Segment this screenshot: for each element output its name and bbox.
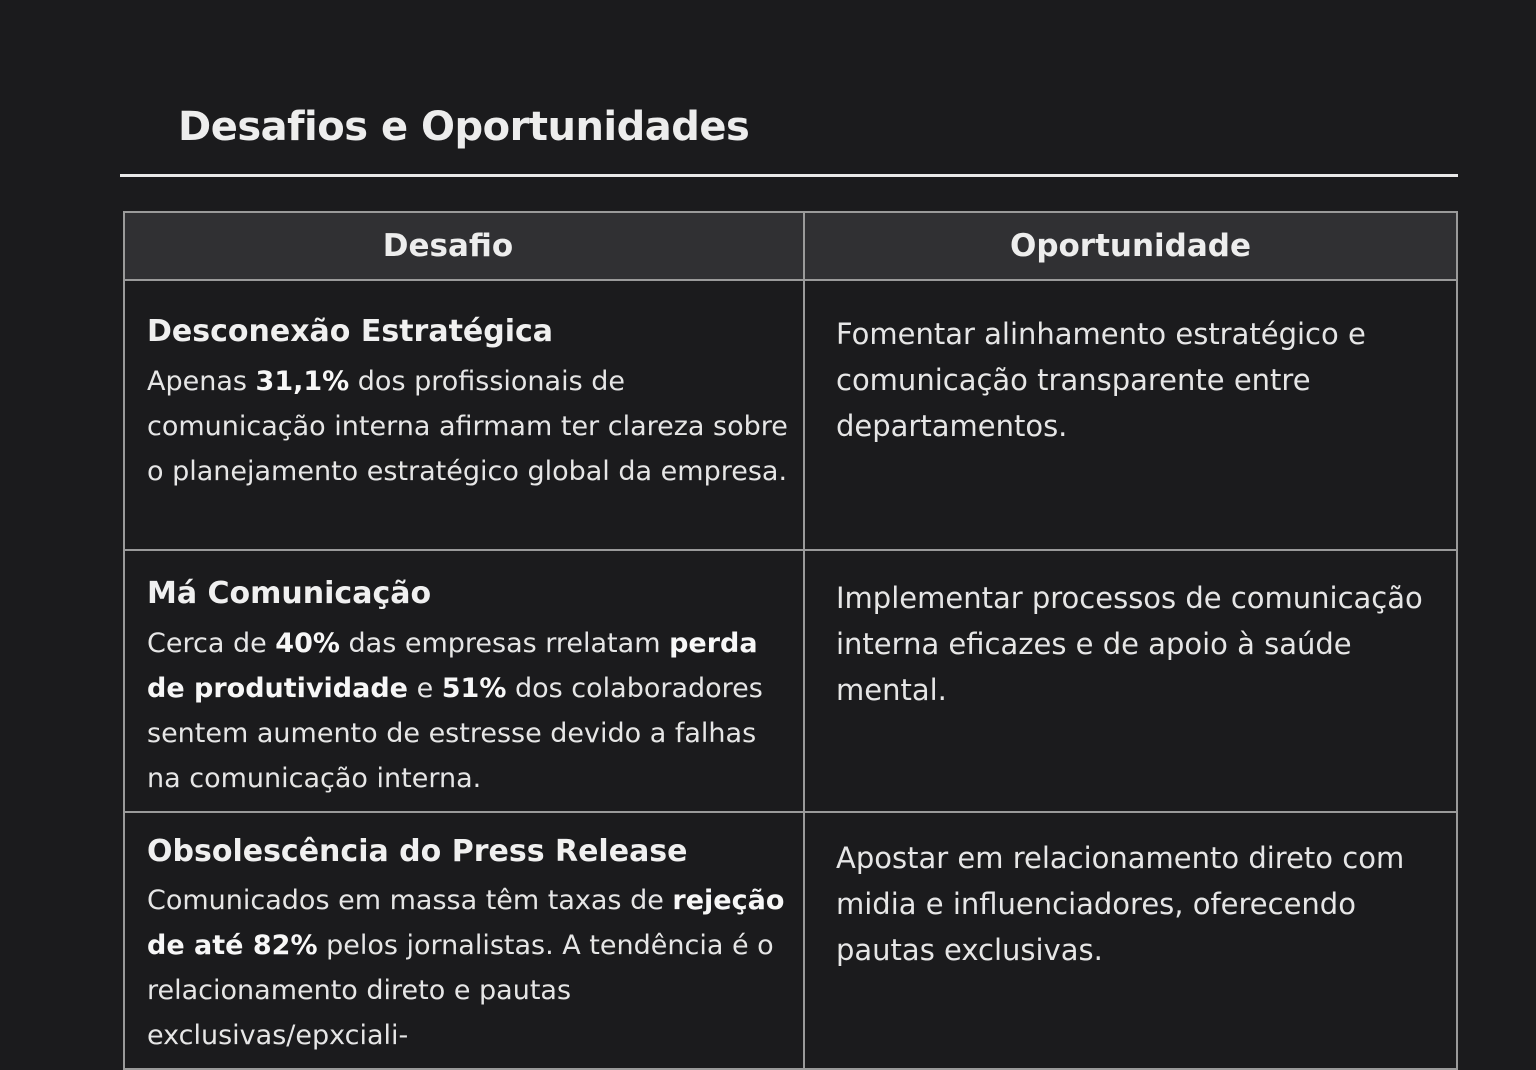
- text-run: Cerca de: [147, 627, 276, 659]
- text-run: dos colaboradores sentem aumento de estresse devido a falhas na comunicação interna.: [147, 672, 763, 794]
- highlighted-text: perda de produtividade: [147, 627, 758, 704]
- opportunity-description: Fomentar alinhamento estratégico e comunicação transparente entre departamentos.: [836, 317, 1366, 443]
- challenge-title: Obsolescência do Press Release: [147, 833, 688, 869]
- text-run: Apenas: [147, 365, 256, 397]
- text-run: Comunicados em massa têm taxas de: [147, 885, 673, 916]
- challenge-description: [147, 878, 789, 1058]
- highlighted-text: 31,1%: [255, 365, 350, 397]
- opportunity-cell: [804, 550, 1457, 812]
- challenge-cell: [124, 550, 804, 812]
- title-divider: [120, 174, 1458, 177]
- opportunity-description: Implementar processos de comunicação interna eficazes e de apoio à saúde mental.: [836, 581, 1423, 707]
- opportunity-cell: [804, 280, 1457, 550]
- text-run: das empresas rrelatam: [339, 627, 670, 659]
- column-header-challenge: Desafio: [124, 212, 804, 280]
- challenge-title: Desconexão Estratégica: [147, 314, 554, 349]
- column-header-opportunity: Oportunidade: [804, 212, 1457, 280]
- opportunity-cell: [804, 812, 1457, 1070]
- challenge-description: [147, 359, 789, 494]
- table-row: [124, 812, 1457, 1070]
- highlighted-text: 40%: [275, 627, 340, 659]
- challenge-cell: [124, 280, 804, 550]
- page-title: Desafios e Oportunidades: [178, 104, 750, 150]
- highlighted-text: 51%: [441, 672, 507, 704]
- highlighted-text: rejeção de até 82%: [147, 885, 785, 961]
- table-header-row: [124, 212, 1457, 280]
- text-run: e: [407, 672, 442, 704]
- challenge-title: Má Comunicação: [147, 576, 432, 611]
- text-run: dos profissionais de comunicação interna afirmam ter clareza sobre o planejamento estratégico global da empresa.: [147, 365, 788, 487]
- text-run: pelos jornalistas. A tendência é o relacionamento direto e pautas exclusivas/epxciali-: [147, 930, 774, 1051]
- challenge-description: [147, 621, 789, 801]
- challenge-cell: [124, 812, 804, 1070]
- opportunity-description: Apostar em relacionamento direto com midia e influenciadores, oferecendo pautas exclusivas.: [836, 840, 1405, 967]
- table-row: [124, 550, 1457, 812]
- table-row: [124, 280, 1457, 550]
- challenges-opportunities-table: [123, 211, 1456, 1070]
